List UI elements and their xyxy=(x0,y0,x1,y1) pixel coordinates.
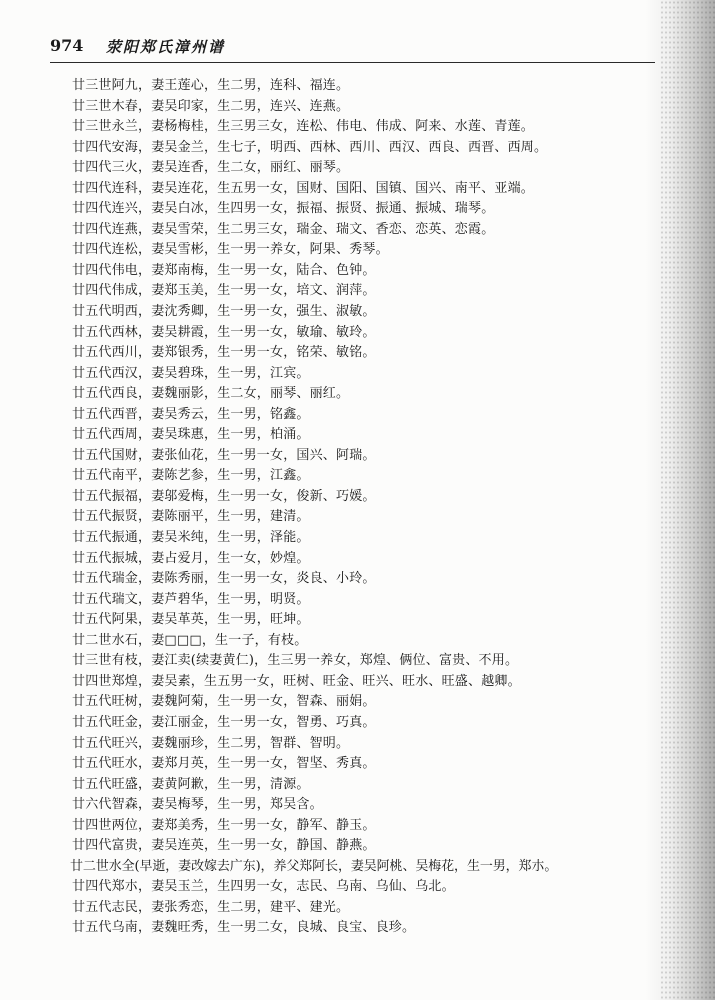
genealogy-line: 廿五代振贤，妻陈丽平，生一男，建清。 xyxy=(72,509,310,525)
genealogy-line: 廿五代西林，妻吴耕霞，生一男一女，敏瑜、敏玲。 xyxy=(72,324,376,340)
genealogy-line: 廿四代三火，妻吴连香，生二女，丽红、丽琴。 xyxy=(72,160,350,176)
genealogy-line: 廿五代乌南，妻魏旺秀，生一男二女，良城、良宝、良珍。 xyxy=(72,920,416,936)
genealogy-line: 廿四代连松，妻吴雪彬，生一男一养女，阿果、秀琴。 xyxy=(72,242,389,258)
genealogy-line: 廿四世两位，妻郑美秀，生一男一女，静军、静玉。 xyxy=(72,817,376,833)
genealogy-line: 廿五代西周，妻吴珠惠，生一男，柏涌。 xyxy=(72,427,310,443)
genealogy-line: 廿四代安海，妻吴金兰，生七子，明西、西林、西川、西汉、西良、西晋、西周。 xyxy=(72,139,548,155)
genealogy-line: 廿三世阿九，妻王莲心，生二男，连科、福连。 xyxy=(72,78,350,93)
genealogy-line: 廿四世郑煌，妻吴素，生五男一女，旺树、旺金、旺兴、旺水、旺盛、越卿。 xyxy=(72,673,521,689)
header-rule xyxy=(50,62,655,63)
page-header xyxy=(50,36,650,62)
genealogy-line: 廿五代志民，妻张秀恋，生二男，建平、建光。 xyxy=(72,899,350,915)
genealogy-line: 廿五代西晋，妻吴秀云，生一男，铭鑫。 xyxy=(72,406,310,422)
genealogy-line: 廿五代瑞金，妻陈秀丽，生一男一女，炎良、小玲。 xyxy=(72,571,376,587)
genealogy-line: 廿四代伟电，妻郑南梅，生一男一女，陆合、色钟。 xyxy=(72,262,376,278)
genealogy-line: 廿五代旺金，妻江丽金，生一男一女，智勇、巧真。 xyxy=(72,714,376,730)
genealogy-line: 廿五代旺盛，妻黄阿歉，生一男，清源。 xyxy=(72,776,310,792)
genealogy-line: 廿六代智森，妻吴梅琴，生一男，郑吴含。 xyxy=(72,797,323,813)
genealogy-line: 廿五代西汉，妻吴碧珠，生一男，江宾。 xyxy=(72,365,310,381)
genealogy-line: 廿五代阿果，妻吴革英，生一男，旺坤。 xyxy=(72,612,310,628)
genealogy-entries xyxy=(72,76,662,939)
genealogy-line: 廿四代伟成，妻郑玉美，生一男一女，培文、润萍。 xyxy=(72,283,376,299)
genealogy-line: 廿三世永兰，妻杨梅桂，生三男三女，连松、伟电、伟成、阿来、水莲、青莲。 xyxy=(72,119,535,135)
genealogy-line: 廿五代国财，妻张仙花，生一男一女，国兴、阿瑞。 xyxy=(72,447,376,463)
genealogy-line: 廿三世木春，妻吴印家，生二男，连兴、连燕。 xyxy=(72,98,350,114)
genealogy-line: 廿五代振福，妻邬爱梅，生一男一女，俊新、巧媛。 xyxy=(72,488,376,504)
genealogy-line: 廿五代振城，妻占爱月，生一女，妙煌。 xyxy=(72,550,310,566)
genealogy-line: 廿五代南平，妻陈艺参，生一男，江鑫。 xyxy=(72,468,310,484)
genealogy-line: 廿四代连燕，妻吴雪荣，生二男三女，瑞金、瑞文、香恋、恋英、恋霞。 xyxy=(72,221,495,237)
genealogy-line: 廿五代旺兴，妻魏丽珍，生二男，智群、智明。 xyxy=(72,735,350,751)
genealogy-line: 廿五代西川，妻郑银秀，生一男一女，铭荣、敏铭。 xyxy=(72,345,376,361)
genealogy-line: 廿三世有枝，妻江卖(续妻黄仁)，生三男一养女，郑煌、俩位、富贵、不用。 xyxy=(72,653,519,669)
genealogy-line: 廿四代连兴，妻吴白冰，生四男一女，振福、振贤、振通、振城、瑞琴。 xyxy=(72,201,495,217)
genealogy-line: 廿四代富贵，妻吴连英，生一男一女，静国、静燕。 xyxy=(72,838,376,854)
genealogy-line: 廿五代西良，妻魏丽影，生二女，丽琴、丽红。 xyxy=(72,386,350,402)
genealogy-line: 廿五代旺树，妻魏阿菊，生一男一女，智森、丽娟。 xyxy=(72,694,376,710)
genealogy-line: 廿二世水全(早逝，妻改嫁去广东)，养父郑阿长，妻吴阿桃、吴梅花，生一男，郑朩。 xyxy=(70,858,558,874)
genealogy-line: 廿五代振通，妻吴米纯，生一男，泽能。 xyxy=(72,530,310,546)
genealogy-line: 廿五代明西，妻沈秀卿，生一男一女，强生、淑敏。 xyxy=(72,304,376,320)
genealogy-line: 廿五代瑞文，妻芦碧华，生一男，明贤。 xyxy=(72,591,310,607)
binding-speckle xyxy=(660,0,715,1000)
book-title: 荥阳郑氏漳州谱 xyxy=(106,38,226,56)
genealogy-line: 廿四代郑朩，妻吴玉兰，生四男一女，志民、乌南、乌仙、乌北。 xyxy=(72,879,455,895)
genealogy-line: 廿二世水石，妻□□□，生一子，有枝。 xyxy=(72,632,308,648)
genealogy-line: 廿五代旺水，妻郑月英，生一男一女，智坚、秀真。 xyxy=(72,756,376,772)
genealogy-line: 廿四代连科，妻吴连花，生五男一女，国财、国阳、国镇、国兴、南平、亚端。 xyxy=(72,180,535,196)
page-number: 974 xyxy=(50,36,84,55)
